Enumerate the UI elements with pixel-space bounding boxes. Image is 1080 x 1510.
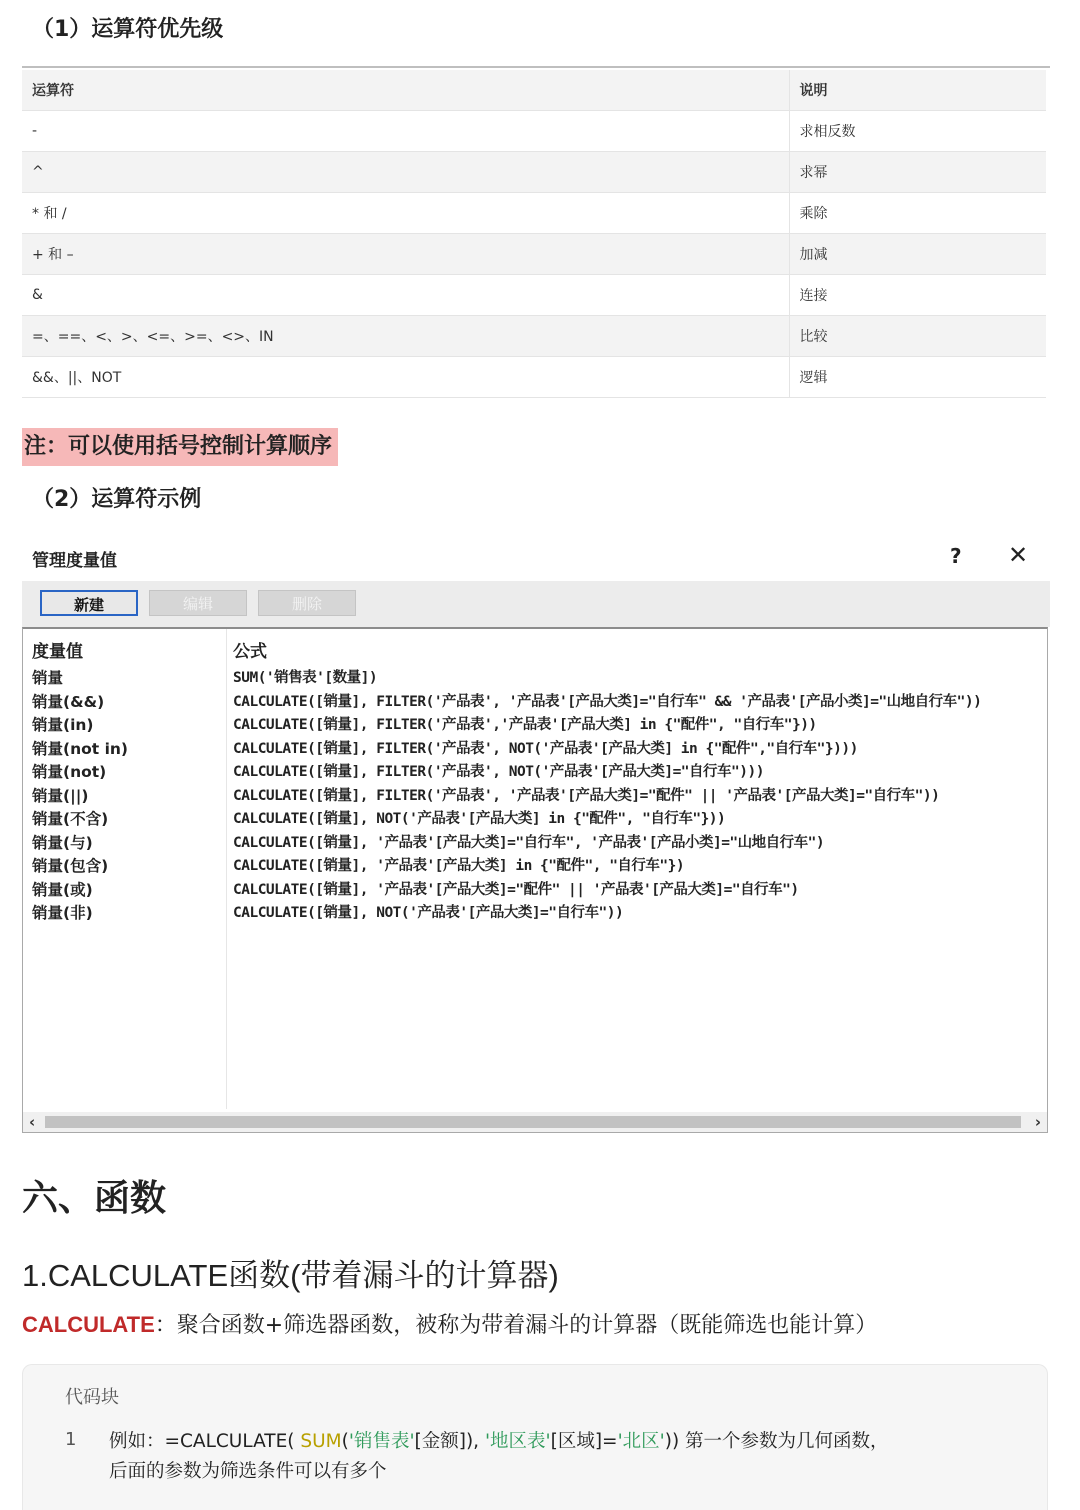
code-string: '地区表' xyxy=(484,1431,551,1452)
divider xyxy=(22,66,1050,68)
measure-row[interactable] xyxy=(23,714,1047,738)
measure-formula: CALCULATE([销量], NOT('产品表'[产品大类] in {"配件", "自行车"})) xyxy=(233,811,726,827)
scroll-left-icon[interactable]: ‹ xyxy=(29,1113,36,1131)
calculate-keyword: CALCULATE xyxy=(22,1312,155,1337)
horizontal-scrollbar[interactable] xyxy=(23,1112,1047,1132)
measure-name: 销量(||) xyxy=(32,786,89,805)
code-string: '北区' xyxy=(617,1431,665,1452)
measure-row[interactable] xyxy=(23,808,1047,832)
description-cell: 比较 xyxy=(789,316,1046,357)
measure-formula: CALCULATE([销量], FILTER('产品表', NOT('产品表'[产品大类]="自行车"))) xyxy=(233,764,764,780)
measure-formula: CALCULATE([销量], '产品表'[产品大类]="自行车", '产品表'[产品小类]="山地自行车") xyxy=(233,834,825,851)
measure-name: 销量(与) xyxy=(32,833,93,852)
measure-name: 销量(包含) xyxy=(32,857,109,875)
table-row xyxy=(22,234,1046,275)
column-header-operator: 运算符 xyxy=(22,70,789,111)
measures-list[interactable] xyxy=(22,627,1048,1133)
table-row xyxy=(22,193,1046,234)
operator-precedence-table xyxy=(22,70,1046,398)
measure-row[interactable] xyxy=(23,902,1047,926)
code-text: [区域]= xyxy=(550,1431,618,1452)
operator-cell: =、==、<、>、<=、>=、<>、IN xyxy=(22,316,789,357)
description-cell: 加减 xyxy=(789,234,1046,275)
column-header-measure[interactable]: 度量值 xyxy=(32,642,83,662)
measure-name: 销量(not in) xyxy=(32,739,129,758)
measure-formula: CALCULATE([销量], '产品表'[产品大类]="配件" || '产品表'[产品大类]="自行车") xyxy=(233,881,799,898)
measure-row[interactable] xyxy=(23,855,1047,879)
measure-formula: CALCULATE([销量], NOT('产品表'[产品大类]="自行车")) xyxy=(233,905,624,921)
edit-button[interactable]: 编辑 xyxy=(149,590,247,616)
measure-name: 销量(&&) xyxy=(32,692,105,711)
measure-formula: CALCULATE([销量], FILTER('产品表','产品表'[产品大类] in {"配件", "自行车"})) xyxy=(233,717,817,733)
measure-name: 销量(in) xyxy=(32,716,94,734)
measure-row[interactable] xyxy=(23,667,1047,691)
code-line xyxy=(109,1427,1029,1487)
measure-row[interactable] xyxy=(23,879,1047,903)
table-row xyxy=(22,152,1046,193)
line-number: 1 xyxy=(65,1429,77,1450)
column-header-formula[interactable]: 公式 xyxy=(233,642,267,662)
code-text: [金额]), xyxy=(414,1431,485,1452)
new-button[interactable]: 新建 xyxy=(40,590,138,616)
measure-formula: CALCULATE([销量], '产品表'[产品大类] in {"配件", "自行车"}) xyxy=(233,858,685,874)
close-icon[interactable]: ✕ xyxy=(1008,541,1029,569)
measure-rows xyxy=(23,667,1047,926)
operator-cell: - xyxy=(22,111,789,152)
code-string: '销售表' xyxy=(348,1431,415,1452)
measure-formula: CALCULATE([销量], FILTER('产品表', '产品表'[产品大类]="配件" || '产品表'[产品大类]="自行车")) xyxy=(233,787,940,804)
description-text: ：聚合函数+筛选器函数，被称为带着漏斗的计算器（既能筛选也能计算） xyxy=(154,1313,878,1338)
operator-cell: & xyxy=(22,275,789,316)
measure-name: 销量(not) xyxy=(32,763,107,781)
code-block xyxy=(22,1364,1048,1510)
measure-formula: CALCULATE([销量], FILTER('产品表', '产品表'[产品大类]="自行车" && '产品表'[产品小类]="山地自行车")) xyxy=(233,693,982,710)
heading-functions: 六、函数 xyxy=(22,1178,167,1219)
description-cell: 求幂 xyxy=(789,152,1046,193)
dialog-toolbar xyxy=(22,581,1050,627)
measure-formula: CALCULATE([销量], FILTER('产品表', NOT('产品表'[产品大类] in {"配件","自行车"}))) xyxy=(233,740,858,757)
scroll-right-icon[interactable]: › xyxy=(1034,1113,1041,1131)
section-title-operator-precedence: （1）运算符优先级 xyxy=(32,17,224,42)
operator-cell: * 和 / xyxy=(22,193,789,234)
table-row xyxy=(22,111,1046,152)
measure-row[interactable] xyxy=(23,761,1047,785)
description-cell: 乘除 xyxy=(789,193,1046,234)
operator-cell: ^ xyxy=(22,152,789,193)
scrollbar-thumb[interactable] xyxy=(45,1116,1021,1128)
note-highlight: 注：可以使用括号控制计算顺序 xyxy=(22,428,338,466)
operator-cell: &&、||、NOT xyxy=(22,357,789,398)
dialog-title: 管理度量值 xyxy=(32,551,117,571)
measure-row[interactable] xyxy=(23,738,1047,762)
calculate-description xyxy=(22,1308,877,1339)
measure-row[interactable] xyxy=(23,785,1047,809)
description-cell: 求相反数 xyxy=(789,111,1046,152)
measure-row[interactable] xyxy=(23,691,1047,715)
measure-name: 销量(不含) xyxy=(32,810,109,828)
delete-button[interactable]: 删除 xyxy=(258,590,356,616)
measure-name: 销量 xyxy=(32,669,64,687)
code-text: ( xyxy=(341,1431,349,1452)
operator-cell: + 和 – xyxy=(22,234,789,275)
code-text: )) 第一个参数为几何函数， xyxy=(664,1431,889,1452)
section-title-operator-examples: （2）运算符示例 xyxy=(32,487,202,512)
table-header-row xyxy=(22,70,1046,111)
measure-row[interactable] xyxy=(23,832,1047,856)
code-text: 例如：=CALCULATE( xyxy=(109,1431,301,1452)
code-function: SUM xyxy=(300,1431,342,1452)
help-icon[interactable]: ? xyxy=(950,544,962,568)
description-cell: 连接 xyxy=(789,275,1046,316)
measure-name: 销量(或) xyxy=(32,880,93,899)
column-header-description: 说明 xyxy=(789,70,1046,111)
description-cell: 逻辑 xyxy=(789,357,1046,398)
measure-formula: SUM('销售表'[数量]) xyxy=(233,670,378,686)
code-text: 后面的参数为筛选条件可以有多个 xyxy=(109,1461,387,1482)
table-row xyxy=(22,316,1046,357)
table-row xyxy=(22,275,1046,316)
heading-calculate: 1.CALCULATE函数(带着漏斗的计算器) xyxy=(22,1258,559,1293)
measure-name: 销量(非) xyxy=(32,904,93,922)
code-block-label: 代码块 xyxy=(65,1387,119,1408)
table-row xyxy=(22,357,1046,398)
